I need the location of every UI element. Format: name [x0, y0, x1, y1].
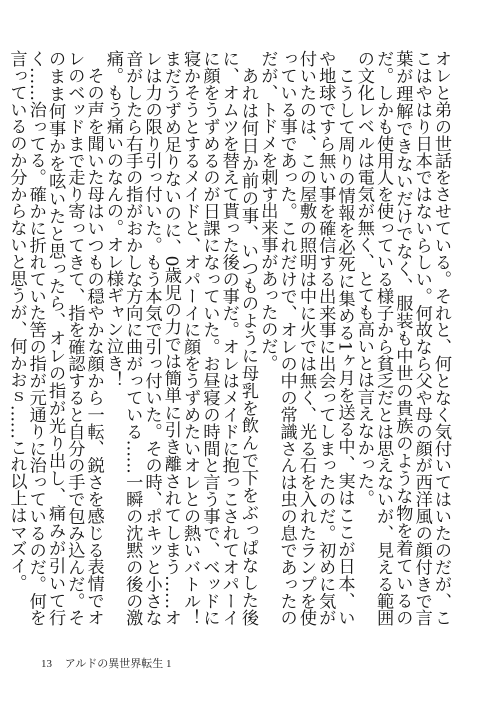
- paragraph-1: オレと弟の世話をさせている。それと、何となく気付いてはいたのだが、ここはやはり日本ではないらしい。何故なら父や母の顔が西洋風の顔付きで言葉が理解できないだけでなく、服装も中世の貴族のような物を着ているのだ。しかも使用人を使っている様子から貧乏だとは思えないが、見える範囲の文化レベルは電気が無く、とても高いとは言えなかった。: [353, 50, 451, 626]
- body-text: [6, 50, 451, 643]
- page-footer: [41, 655, 172, 671]
- paragraph-4: その声を聞いた母はいつもの穏やかな顔から一転、鋭さを感じる表情でオレのベッドまで走り寄ってきて、指を確認すると自分の手で包み込んだ。そのまま何事かを呟いたと思ったら、オレの指が光り出し、痛みが引いて行く……治ってる。確かに折れていた筈の指が元通りに治っているのだ。何を言っているのか分からないと思うが、何かおｓ……これ以上はマズイ。: [6, 50, 104, 626]
- paragraph-3: あれは何日か前の事、いつものように母乳を飲んで下をぶっぱなした後に、オムツを替えて貰った後の事だ。オレはメイドに抱っこされてオパーイに顔をうずめるのが日課になっていた。お昼寝の時間と言う事で、ベッドに寝かそうとするメイドと、オパーイに顔をうずめたいオレとの熱いバトル！ まだうずめ足りないのに、0歳児の力では簡単に引き離されてしまう……オレは力の限り引っ付いた。もう本気で引っ付いた。その時、ポキッと小さな音がしたら右手の指がおかしな方向に曲がっている……一瞬の沈黙の後の激痛。もう痛いのなんの。オレ様ギャン泣き！: [102, 50, 259, 643]
- page-number: 13: [41, 658, 52, 670]
- book-title: アルドの異世界転生 1: [64, 658, 172, 670]
- paragraph-2: こうして周りの情報を必死に集める1ヶ月を送る中、実はここが日本、いや地球ですら無い事を確信する出来事に出会ってしまったのだ。初めに気が付いたのは、この屋敷の照明は中に火では無く、光る石を入れたランプを使っている事であった。これだけで、オレの中の常識さんは虫の息であったのだが、トドメを刺す出来事があったのだ。: [257, 50, 355, 626]
